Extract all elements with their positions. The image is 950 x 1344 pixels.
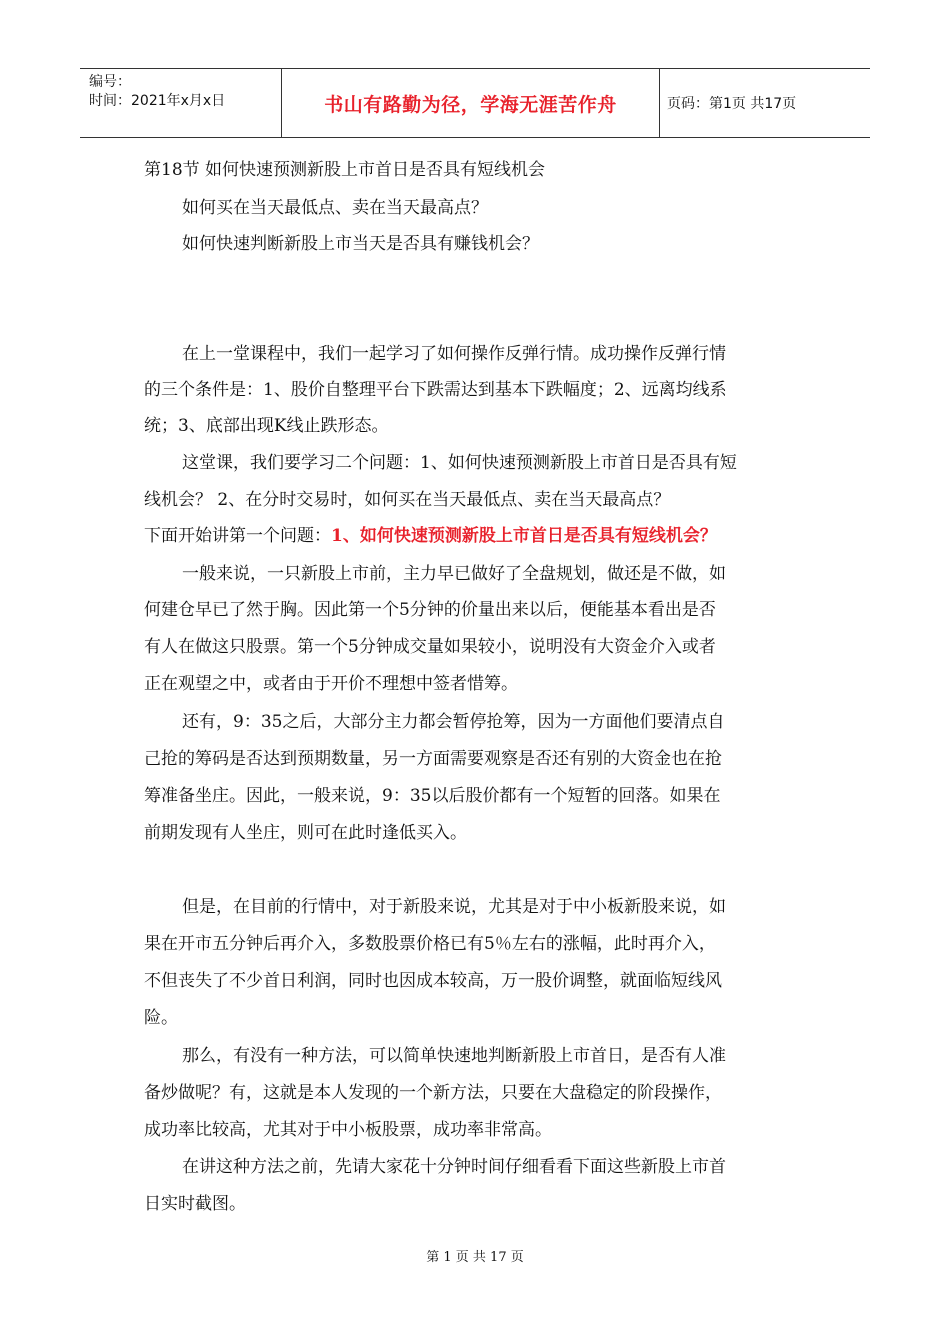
- paragraph-line: 成功率比较高，尤其对于中小板股票，成功率非常高。: [144, 1120, 552, 1140]
- paragraph-line: 日实时截图。: [144, 1194, 246, 1214]
- paragraph-line: 己抢的筹码是否达到预期数量，另一方面需要观察是否还有别的大资金也在抢: [144, 749, 722, 769]
- paragraph-line: 还有，9：35之后，大部分主力都会暂停抢筹，因为一方面他们要清点自: [182, 712, 725, 732]
- paragraph-line: 果在开市五分钟后再介入，多数股票价格已有5％左右的涨幅，此时再介入，: [144, 934, 716, 954]
- paragraph-line: 一般来说，一只新股上市前，主力早已做好了全盘规划，做还是不做，如: [182, 564, 726, 584]
- paragraph-line: 何建仓早已了然于胸。因此第一个5分钟的价量出来以后，便能基本看出是否: [144, 600, 716, 620]
- paragraph-line: 正在观望之中，或者由于开价不理想中签者惜筹。: [144, 674, 518, 694]
- header-number-label: 编号：: [89, 74, 131, 90]
- paragraph-line: 不但丧失了不少首日利润，同时也因成本较高，万一股价调整，就面临短线风: [144, 971, 722, 991]
- paragraph-line: 前期发现有人坐庄，则可在此时逢低买入。: [144, 823, 467, 843]
- first-question-line: [144, 524, 717, 548]
- header-page-code: 页码：第1页 共17页: [667, 96, 797, 112]
- header-motto-cell: [281, 69, 660, 137]
- paragraph-line: 有人在做这只股票。第一个5分钟成交量如果较小，说明没有大资金介入或者: [144, 637, 716, 657]
- document-header: [80, 68, 870, 138]
- paragraph-line: 在上一堂课程中，我们一起学习了如何操作反弹行情。成功操作反弹行情: [182, 344, 726, 364]
- paragraph-line: 但是，在目前的行情中，对于新股来说，尤其是对于中小板新股来说，如: [182, 897, 726, 917]
- paragraph-line: 险。: [144, 1008, 178, 1028]
- first-question-prefix: 下面开始讲第一个问题：: [144, 526, 331, 546]
- paragraph-line: 备炒做呢？有，这就是本人发现的一个新方法，只要在大盘稳定的阶段操作，: [144, 1083, 722, 1103]
- subtitle-2: 如何快速判断新股上市当天是否具有赚钱机会？: [182, 234, 539, 254]
- paragraph-line: 统；3、底部出现K线止跌形态。: [144, 416, 389, 436]
- paragraph-line: 在讲这种方法之前，先请大家花十分钟时间仔细看看下面这些新股上市首: [182, 1157, 726, 1177]
- subtitle-1: 如何买在当天最低点、卖在当天最高点？: [182, 198, 488, 218]
- header-time-label: 时间：2021年x月x日: [89, 93, 226, 109]
- header-motto: 书山有路勤为径，学海无涯苦作舟: [324, 93, 617, 116]
- section-title: 第18节 如何快速预测新股上市首日是否具有短线机会: [144, 160, 546, 180]
- paragraph-line: 这堂课，我们要学习二个问题：1、如何快速预测新股上市首日是否具有短: [182, 453, 737, 473]
- first-question-highlight: 1、如何快速预测新股上市首日是否具有短线机会？: [331, 526, 717, 546]
- header-meta: [80, 69, 281, 137]
- paragraph-line: 的三个条件是：1、股价自整理平台下跌需达到基本下跌幅度；2、远离均线系: [144, 380, 727, 400]
- paragraph-line: 线机会？ 2、在分时交易时，如何买在当天最低点、卖在当天最高点？: [144, 490, 671, 510]
- paragraph-line: 那么，有没有一种方法，可以简单快速地判断新股上市首日，是否有人准: [182, 1046, 726, 1066]
- page-footer: 第 1 页 共 17 页: [426, 1250, 524, 1265]
- paragraph-line: 筹准备坐庄。因此，一般来说，9：35以后股价都有一个短暂的回落。如果在: [144, 786, 721, 806]
